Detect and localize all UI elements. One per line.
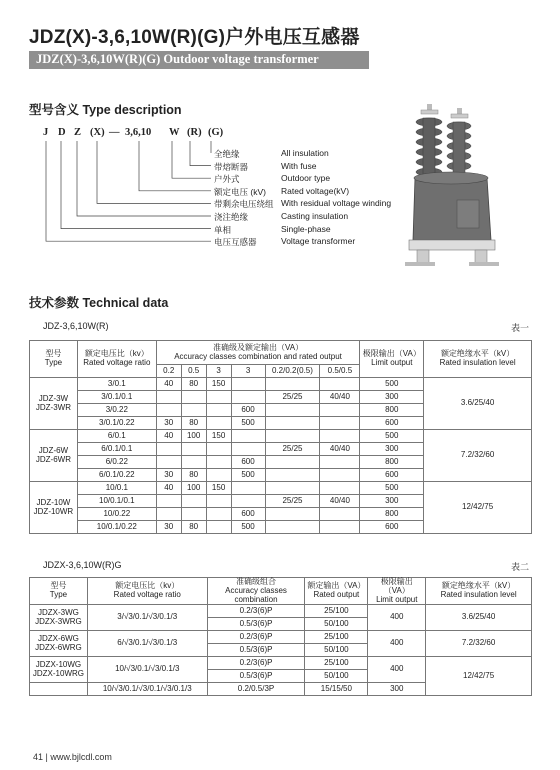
value-cell: 500 [231,417,265,430]
type-cell: JDZX-3WG JDZX-3WRG [30,605,88,631]
limit-cell: 500 [360,482,424,495]
type-meaning-en: Single-phase [281,223,331,234]
type-cell: JDZX-10WG JDZX-10WRG [30,657,88,683]
value-cell [320,430,360,443]
limit-cell: 300 [368,683,426,696]
value-cell [156,456,181,469]
ratio-cell: 3/0.22 [77,404,156,417]
value-cell [206,443,231,456]
value-cell: 150 [206,430,231,443]
limit-cell: 800 [360,508,424,521]
class-header: 3 [206,365,231,378]
table1-title: JDZ-3,6,10W(R) [43,321,109,331]
accuracy-cell: 0.5/3(6)P [207,644,305,657]
value-cell: 80 [181,469,206,482]
type-meaning-cn: 电压互感器 [214,237,257,248]
value-cell: 100 [181,482,206,495]
value-cell [181,495,206,508]
column-header: 极限输出（VA） Limit output [360,341,424,378]
type-code-part: — [109,127,120,138]
insulation-cell: 3.6/25/40 [426,605,532,631]
value-cell: 30 [156,469,181,482]
value-cell: 80 [181,417,206,430]
output-cell: 50/100 [305,670,368,683]
class-header: 0.5 [181,365,206,378]
value-cell [320,521,360,534]
type-meaning-en: Casting insulation [281,211,349,221]
column-header: 额定绝缘水平（kV） Rated insulation level [424,341,532,378]
ratio-cell: 10/0.22 [77,508,156,521]
limit-cell: 300 [360,443,424,456]
value-cell [156,495,181,508]
accuracy-cell: 0.2/3(6)P [207,657,305,670]
type-code-part: D [58,127,66,138]
value-cell [320,508,360,521]
value-cell [231,391,265,404]
ratio-cell: 10/0.1/0.22 [77,521,156,534]
column-header: 型号 Type [30,578,88,605]
class-header: 0.2/0.2(0.5) [265,365,320,378]
column-header: 额定绝缘水平（kV） Rated insulation level [426,578,532,605]
limit-cell: 800 [360,456,424,469]
value-cell: 600 [231,456,265,469]
ratio-cell: 6/√3/0.1/√3/0.1/3 [87,631,207,657]
bracket-line [172,141,211,178]
type-code-part: (G) [208,127,224,138]
value-cell [265,482,320,495]
insulation-cell: 7.2/32/60 [426,631,532,657]
value-cell [231,430,265,443]
column-header: 额定电压比（kv） Rated voltage ratio [77,341,156,378]
value-cell [156,404,181,417]
ratio-cell: 10/√3/0.1/√3/0.1/3 [87,657,207,683]
value-cell [265,521,320,534]
value-cell [320,404,360,417]
value-cell [206,391,231,404]
ratio-cell: 6/0.1/0.1 [77,443,156,456]
type-cell: JDZ-3W JDZ-3WR [30,378,78,430]
value-cell: 40/40 [320,495,360,508]
value-cell: 40/40 [320,391,360,404]
output-cell: 25/100 [305,605,368,618]
value-cell: 40/40 [320,443,360,456]
type-code-part: W [169,127,180,138]
value-cell [206,469,231,482]
value-cell [320,378,360,391]
value-cell [206,456,231,469]
value-cell [156,443,181,456]
value-cell: 25/25 [265,391,320,404]
limit-cell: 400 [368,631,426,657]
value-cell [231,482,265,495]
output-cell: 15/15/50 [305,683,368,696]
value-cell: 25/25 [265,495,320,508]
type-cell: JDZ-6W JDZ-6WR [30,430,78,482]
value-cell [181,508,206,521]
ratio-cell: 10/√3/0.1/√3/0.1/√3/0.1/3 [87,683,207,696]
table1-label: 表一 [511,323,530,333]
bracket-line [97,141,211,203]
value-cell [206,417,231,430]
type-cell: JDZ-10W JDZ-10WR [30,482,78,534]
ratio-cell: 3/0.1/0.1 [77,391,156,404]
value-cell [206,521,231,534]
value-cell [181,456,206,469]
tech-section-heading: 技术参数 Technical data [29,296,169,310]
ratio-cell: 10/0.1/0.1 [77,495,156,508]
type-meaning-cn: 全绝缘 [214,149,240,159]
type-cell: JDZX-6WG JDZX-6WRG [30,631,88,657]
limit-cell: 400 [368,605,426,631]
value-cell [265,404,320,417]
value-cell [265,508,320,521]
value-cell: 150 [206,482,231,495]
type-code-part: 3,6,10 [125,127,152,138]
type-code-part: J [43,127,49,138]
accuracy-cell: 0.5/3(6)P [207,670,305,683]
page-title: JDZ(X)-3,6,10W(R)(G)户外电压互感器 [29,27,360,48]
output-cell: 25/100 [305,631,368,644]
ratio-cell: 3/0.1 [77,378,156,391]
class-header: 0.2 [156,365,181,378]
bracket-line [190,141,211,166]
value-cell: 40 [156,430,181,443]
accuracy-cell: 0.2/0.5/3P [207,683,305,696]
table2 [29,577,532,696]
ratio-cell: 3/0.1/0.22 [77,417,156,430]
insulation-cell: 12/42/75 [426,657,532,696]
value-cell: 30 [156,521,181,534]
type-meaning-en: With residual voltage winding [281,198,392,209]
value-cell [206,508,231,521]
limit-cell: 500 [360,430,424,443]
value-cell: 100 [181,430,206,443]
value-cell [231,378,265,391]
value-cell [181,443,206,456]
value-cell: 600 [231,508,265,521]
value-cell [181,391,206,404]
column-header: 准确级及额定输出（VA） Accuracy classes combination and rated output [156,341,360,365]
limit-cell: 600 [360,521,424,534]
column-header: 额定电压比（kv） Rated voltage ratio [87,578,207,605]
table-row [30,605,532,618]
table-row [30,482,532,495]
limit-cell: 800 [360,404,424,417]
value-cell [265,469,320,482]
accuracy-cell: 0.2/3(6)P [207,605,305,618]
value-cell: 30 [156,417,181,430]
type-meaning-cn: 带剩余电压绕组 [214,199,274,210]
type-meaning-en: With fuse [281,160,317,171]
type-cell [30,683,88,696]
table1 [29,340,532,534]
limit-cell: 600 [360,417,424,430]
type-meaning-cn: 户外式 [214,174,240,185]
column-header: 额定输出（VA） Rated output [305,578,368,605]
type-meaning-cn: 单相 [214,224,232,235]
ratio-cell: 10/0.1 [77,482,156,495]
ratio-cell: 6/0.1 [77,430,156,443]
page-subtitle: JDZ(X)-3,6,10W(R)(G) Outdoor voltage transformer [36,52,319,66]
ratio-cell: 3/√3/0.1/√3/0.1/3 [87,605,207,631]
value-cell [265,456,320,469]
output-cell: 25/100 [305,657,368,670]
value-cell: 80 [181,521,206,534]
value-cell: 40 [156,482,181,495]
value-cell [265,417,320,430]
type-meaning-en: All insulation [281,148,329,158]
bracket-line [61,141,211,229]
type-code-part: Z [74,127,82,138]
output-cell: 50/100 [305,644,368,657]
value-cell [231,443,265,456]
value-cell [265,430,320,443]
transformer-product-image [395,100,505,275]
column-header: 型号 Type [30,341,78,378]
limit-cell: 500 [360,378,424,391]
output-cell: 50/100 [305,618,368,631]
limit-cell: 600 [360,469,424,482]
ratio-cell: 6/0.22 [77,456,156,469]
value-cell [156,508,181,521]
value-cell [181,404,206,417]
value-cell [206,404,231,417]
value-cell: 500 [231,521,265,534]
limit-cell: 300 [360,495,424,508]
value-cell: 600 [231,404,265,417]
type-meaning-en: Voltage transformer [281,236,356,247]
table-row [30,657,532,670]
value-cell [265,378,320,391]
column-header: 准确级组合 Accuracy classes combination [207,578,305,605]
value-cell: 500 [231,469,265,482]
value-cell [231,495,265,508]
type-meaning-cn: 浇注绝缘 [214,212,249,222]
table2-title: JDZX-3,6,10W(R)G [43,560,122,570]
value-cell [320,482,360,495]
value-cell [206,495,231,508]
value-cell: 25/25 [265,443,320,456]
value-cell [156,391,181,404]
type-meaning-cn: 带熔断器 [214,161,249,172]
column-header: 极限输出（VA） Limit output [368,578,426,605]
table-row [30,631,532,644]
type-section-heading: 型号含义 Type description [29,103,182,117]
ratio-cell: 6/0.1/0.22 [77,469,156,482]
type-meaning-cn: 额定电压 (kV) [214,186,266,197]
limit-cell: 300 [360,391,424,404]
footer: 41 | www.bjlcdl.com [33,752,112,762]
class-header: 3 [231,365,265,378]
value-cell: 150 [206,378,231,391]
type-code-part: (R) [187,127,202,138]
type-code-part: (X) [90,127,105,138]
value-cell [320,417,360,430]
insulation-cell: 12/42/75 [424,482,532,534]
value-cell [320,469,360,482]
type-meaning-en: Rated voltage(kV) [281,185,350,196]
value-cell: 80 [181,378,206,391]
insulation-cell: 3.6/25/40 [424,378,532,430]
table-row [30,378,532,391]
table-row [30,430,532,443]
value-cell [320,456,360,469]
accuracy-cell: 0.5/3(6)P [207,618,305,631]
accuracy-cell: 0.2/3(6)P [207,631,305,644]
table2-label: 表二 [511,562,530,572]
type-meaning-en: Outdoor type [281,173,331,184]
class-header: 0.5/0.5 [320,365,360,378]
value-cell: 40 [156,378,181,391]
limit-cell: 400 [368,657,426,683]
insulation-cell: 7.2/32/60 [424,430,532,482]
